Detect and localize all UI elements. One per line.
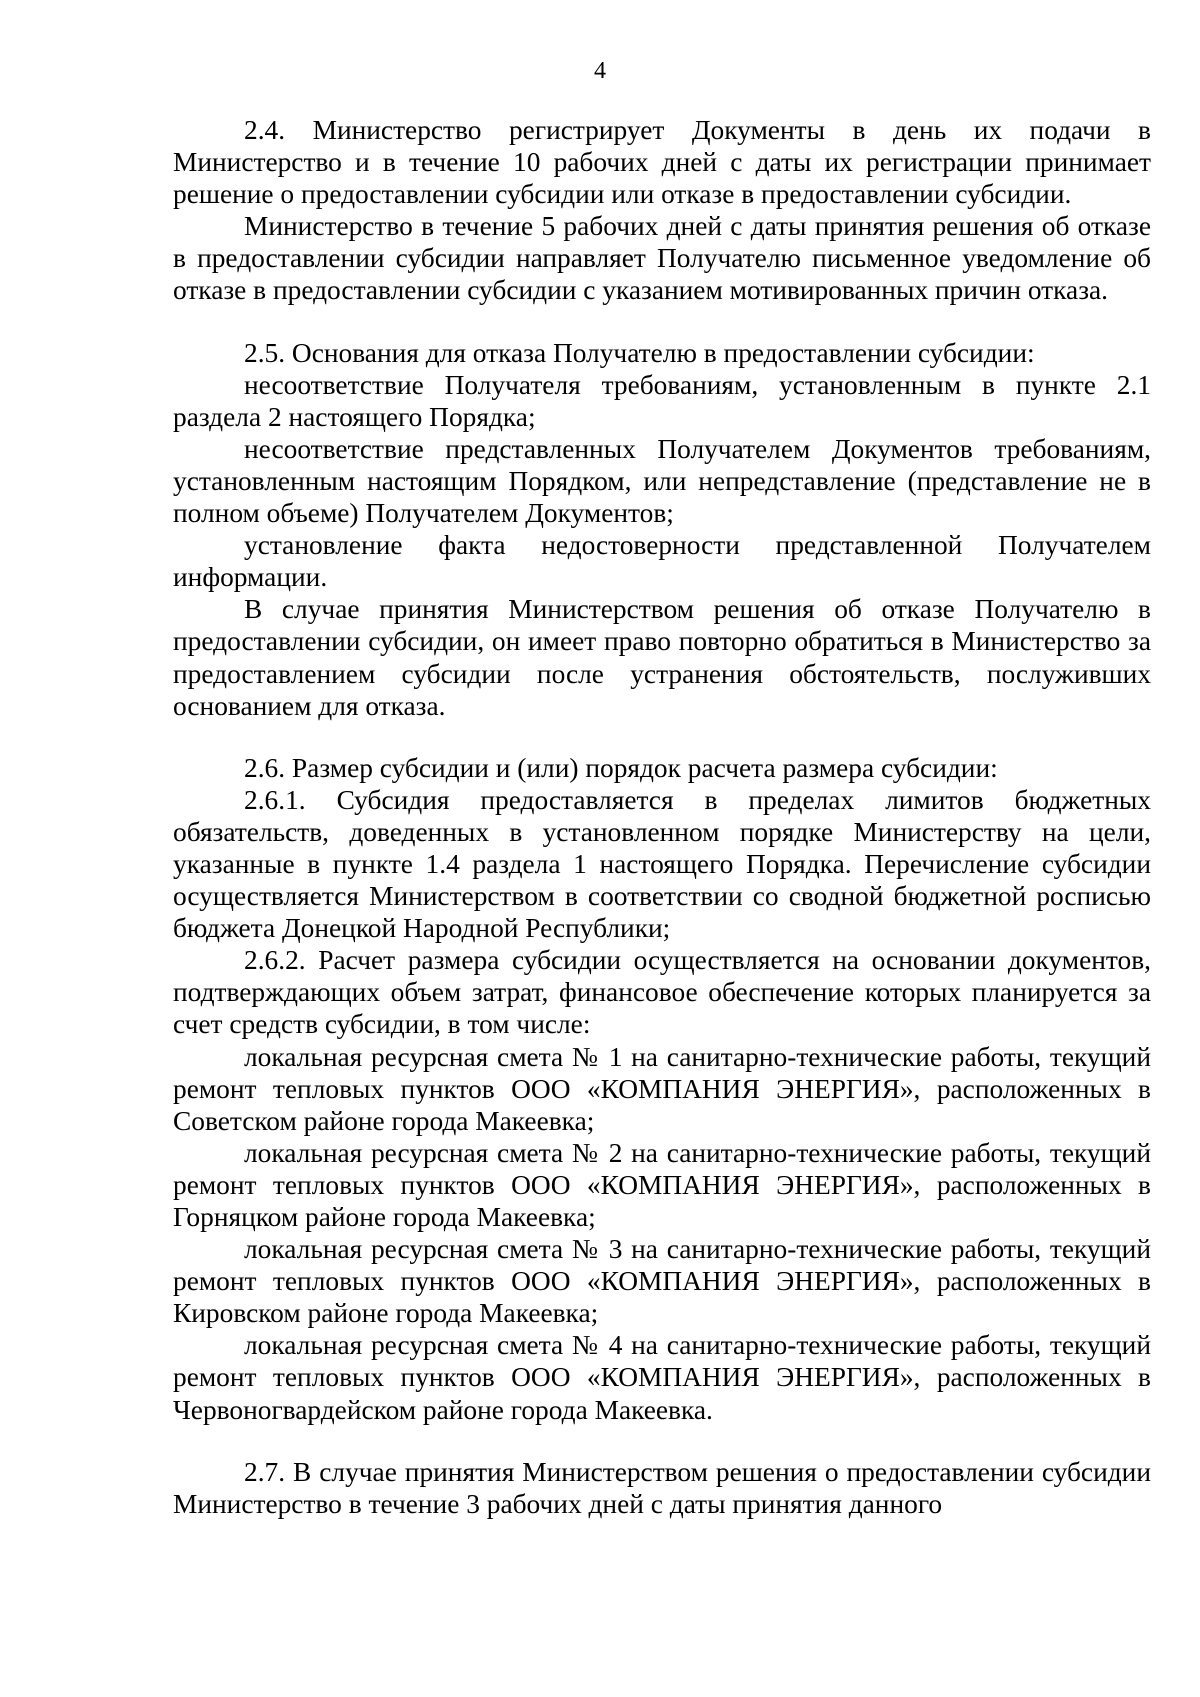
paragraph-refusal-reason-3: установление факта недостоверности представленной Получателем информации. [173, 530, 1151, 593]
paragraph-2-7: 2.7. В случае принятия Министерством решения о предоставлении субсидии Министерство в течение 3 рабочих дней с даты принятия данного [173, 1456, 1151, 1519]
paragraph-2-6: 2.6. Размер субсидии и (или) порядок расчета размера субсидии: [244, 752, 998, 783]
paragraph-estimate-2: локальная ресурсная смета № 2 на санитарно-технические работы, текущий ремонт тепловых пунктов ООО «КОМПАНИЯ ЭНЕРГИЯ», расположенных в Горняцком районе города Макеевка; [173, 1137, 1151, 1232]
paragraph-refusal-reason-1: несоответствие Получателя требованиям, установленным в пункте 2.1 раздела 2 настоящего Порядка; [173, 369, 1151, 432]
paragraph-2-6-1: 2.6.1. Субсидия предоставляется в пределах лимитов бюджетных обязательств, доведенных в установленном порядке Министерству на цели, указанные в пункте 1.4 раздела 1 настоящего Порядка. Перечисление субсидии осуществляется Министерством в соответствии со сводной бюджетной росписью бюджета Донецкой Народной Республики; [173, 784, 1151, 944]
paragraph-estimate-1: локальная ресурсная смета № 1 на санитарно-технические работы, текущий ремонт тепловых пунктов ООО «КОМПАНИЯ ЭНЕРГИЯ», расположенных в Советском районе города Макеевка; [173, 1041, 1151, 1136]
paragraph-refusal-notice: Министерство в течение 5 рабочих дней с даты принятия решения об отказе в предоставлении субсидии направляет Получателю письменное уведомление об отказе в предоставлении субсидии с указанием мотивированных причин отказа. [173, 211, 1151, 306]
paragraph-reapply: В случае принятия Министерством решения об отказе Получателю в предоставлении субсидии, он имеет право повторно обратиться в Министерство за предоставлением субсидии после устранения обстоятельств, послуживших основанием для отказа. [173, 594, 1151, 721]
paragraph-refusal-reason-2: несоответствие представленных Получателем Документов требованиям, установленным настоящим Порядком, или непредставление (представление не в полном объеме) Получателем Документов; [173, 433, 1151, 529]
page-number: 4 [594, 58, 606, 84]
section-gap [173, 307, 1151, 337]
paragraph-estimate-3: локальная ресурсная смета № 3 на санитарно-технические работы, текущий ремонт тепловых пунктов ООО «КОМПАНИЯ ЭНЕРГИЯ», расположенных в Кировском районе города Макеевка; [173, 1234, 1151, 1329]
document-body [173, 114, 1151, 1520]
paragraph-2-6-2: 2.6.2. Расчет размера субсидии осуществляется на основании документов, подтверждающих объем затрат, финансовое обеспечение которых планируется за счет средств субсидии, в том числе: [173, 945, 1151, 1040]
paragraph-estimate-4: локальная ресурсная смета № 4 на санитарно-технические работы, текущий ремонт тепловых пунктов ООО «КОМПАНИЯ ЭНЕРГИЯ», расположенных в Червоногвардейском районе города Макеевка. [173, 1330, 1151, 1425]
paragraph-2-4: 2.4. Министерство регистрирует Документы в день их подачи в Министерство и в течение 10 рабочих дней с даты их регистрации принимает решение о предоставлении субсидии или отказе в предоставлении субсидии. [173, 115, 1151, 210]
paragraph-2-5: 2.5. Основания для отказа Получателю в предоставлении субсидии: [244, 337, 1035, 368]
section-gap [173, 1426, 1151, 1456]
section-gap [173, 722, 1151, 752]
